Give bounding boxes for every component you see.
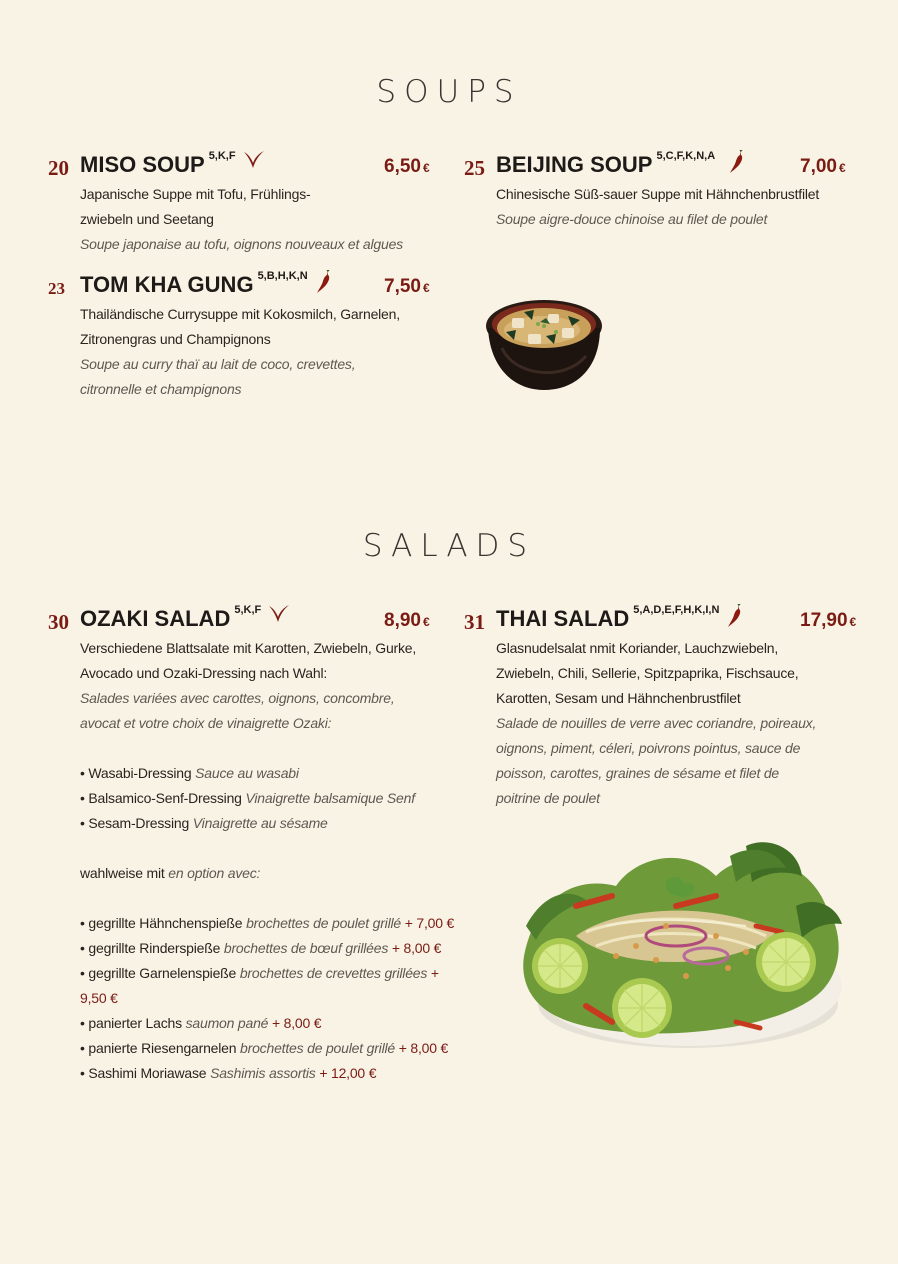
chili-pepper-icon [727,604,743,634]
desc-de: Karotten, Sesam und Hähnchenbrustfilet [496,690,741,706]
item-price: 6,50 € [384,156,430,177]
item-price: 7,00 € [800,156,846,177]
allergen-codes: 5,B,H,K,N [257,270,308,282]
dressing-list [80,761,458,836]
item-number: 23 [48,279,65,298]
item-number: 30 [48,610,69,634]
item-name: OZAKI SALAD $^{5,K,F}$ [80,606,291,632]
salads-heading: SALADS [362,528,536,564]
list-item: • Sesam-Dressing Vinaigrette au sésame [80,815,328,831]
list-item: • Wasabi-Dressing Sauce au wasabi [80,765,299,781]
desc-fr: citronnelle et champignons [80,381,242,397]
item-name: TOM KHA GUNG $^{5,B,H,K,N}$ [80,272,332,302]
chili-pepper-icon [729,150,745,180]
allergen-codes: 5,C,F,K,N,A [656,150,716,162]
list-item: • panierter Lachs saumon pané + 8,00 € [80,1015,322,1031]
list-item: • gegrillte Rinderspieße brochettes de bœuf grillées + 8,00 € [80,940,442,956]
vegetarian-leaf-icon [267,604,291,630]
desc-fr: Soupe aigre-douce chinoise au filet de poulet [496,211,768,227]
desc-de: zwiebeln und Seetang [80,211,214,227]
desc-de: Glasnudelsalat nmit Koriander, Lauchzwiebeln, [496,640,779,656]
item-price: 8,90 € [384,610,430,631]
item-price: 17,90 € [800,610,857,631]
miso-soup-bowl-illustration [484,288,608,399]
item-price: 7,50 € [384,276,430,297]
desc-fr: Salade de nouilles de verre avec coriandre, poireaux, [496,715,817,731]
desc-de: Avocado und Ozaki-Dressing nach Wahl: [80,665,328,681]
menu-item-ozaki-salad [48,606,458,1086]
list-item: • gegrillte Hähnchenspieße brochettes de poulet grillé + 7,00 € [80,915,455,931]
desc-fr: poisson, carottes, graines de sésame et filet de [496,765,780,781]
allergen-codes: 5,K,F [208,150,236,162]
desc-fr: Soupe japonaise au tofu, oignons nouveaux et algues [80,236,403,252]
item-number: 31 [464,610,485,634]
menu-item-tom-kha-gung [48,272,433,402]
menu-item-miso-soup [48,152,433,257]
desc-fr: Soupe au curry thaï au lait de coco, crevettes, [80,356,356,372]
desc-de: Zwiebeln, Chili, Sellerie, Spitzpaprika, Fischsauce, [496,665,799,681]
desc-de: Thailändische Currysuppe mit Kokosmilch, Garnelen, [80,306,400,322]
list-item: • Sashimi Moriawase Sashimis assortis + 12,00 € [80,1065,377,1081]
desc-fr: oignons, piment, céleri, poivrons pointus, sauce de [496,740,801,756]
options-label: wahlweise mit en option avec: [80,865,261,881]
options-list [80,911,458,1086]
item-name: THAI SALAD $^{5,A,D,E,F,H,K,I,N}$ [496,606,743,636]
list-item: • panierte Riesengarnelen brochettes de poulet grillé + 8,00 € [80,1040,449,1056]
desc-de: Zitronengras und Champignons [80,331,271,347]
menu-item-thai-salad [464,606,874,811]
vegetarian-leaf-icon [242,150,266,176]
desc-de: Verschiedene Blattsalate mit Karotten, Zwiebeln, Gurke, [80,640,417,656]
item-number: 20 [48,156,69,180]
desc-fr: poitrine de poulet [496,790,600,806]
desc-de: Chinesische Süß-sauer Suppe mit Hähnchenbrustfilet [496,186,820,202]
allergen-codes: 5,K,F [234,604,262,616]
item-name: BEIJING SOUP $^{5,C,F,K,N,A}$ [496,152,745,182]
list-item: • Balsamico-Senf-Dressing Vinaigrette balsamique Senf [80,790,415,806]
desc-fr: avocat et votre choix de vinaigrette Ozaki: [80,715,332,731]
item-name: MISO SOUP $^{5,K,F}$ [80,152,266,178]
allergen-codes: 5,A,D,E,F,H,K,I,N [633,604,720,616]
item-number: 25 [464,156,485,180]
desc-de: Japanische Suppe mit Tofu, Frühlings- [80,186,311,202]
soups-heading: SOUPS [376,74,522,110]
menu-item-beijing-soup [464,152,864,232]
thai-salad-bowl-illustration [516,836,850,1065]
desc-fr: Salades variées avec carottes, oignons, concombre, [80,690,395,706]
chili-pepper-icon [316,270,332,300]
list-item: • gegrillte Garnelenspieße brochettes de crevettes grillées + 9,50 € [80,965,439,1006]
